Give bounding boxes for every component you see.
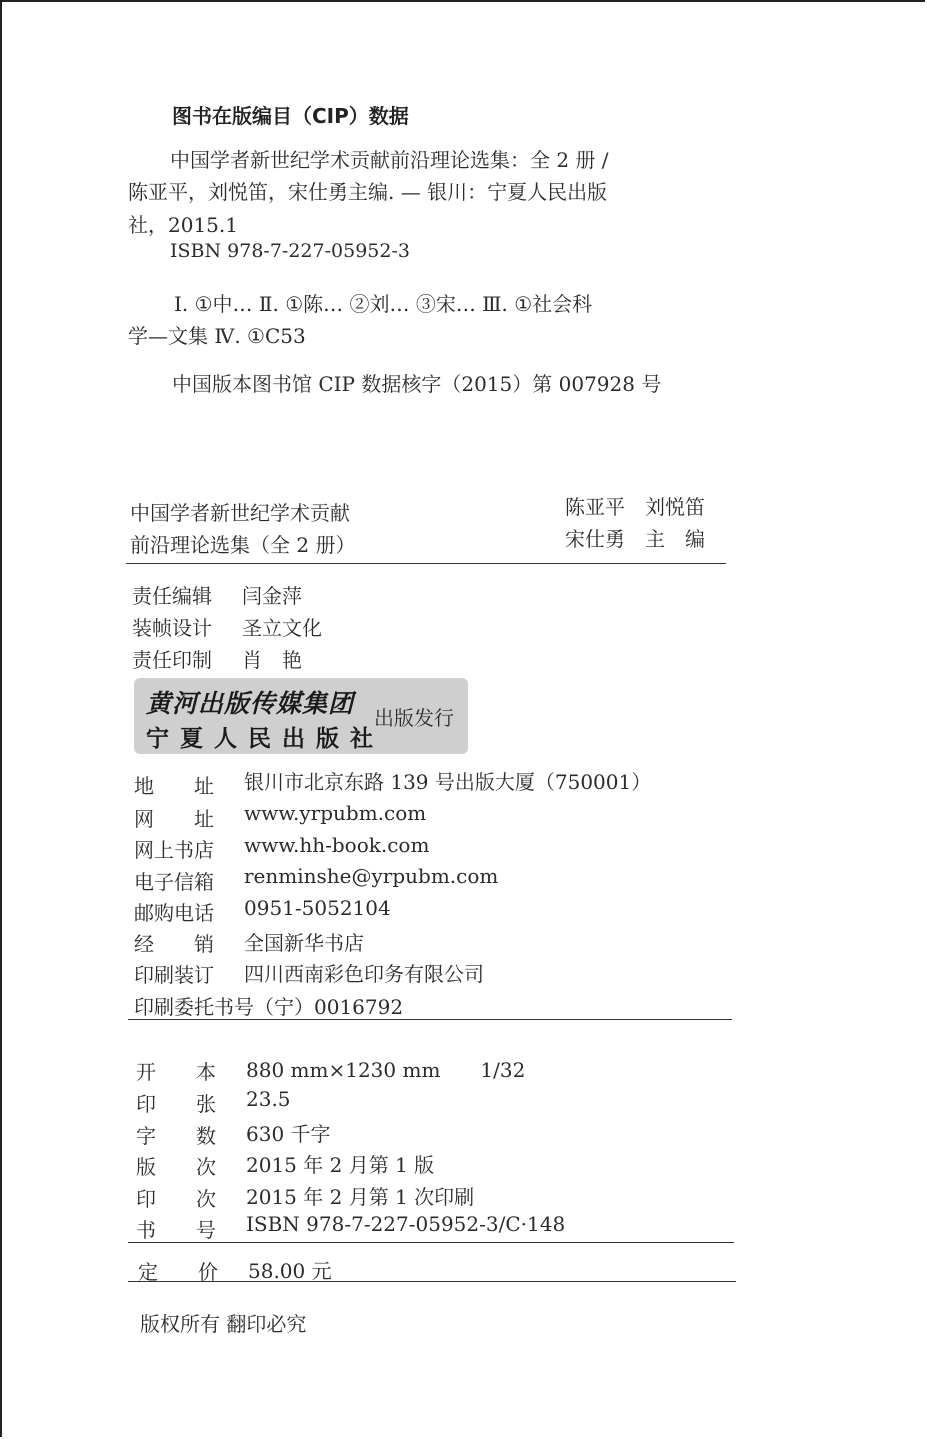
info-label: 地 址 [134,774,214,798]
cip-line-1: 中国学者新世纪学术贡献前沿理论选集：全 2 册 / [170,148,609,172]
info-label: 印刷装订 [134,963,214,987]
divider-specs [128,1242,734,1243]
info-label: 电子信箱 [134,870,214,894]
cip-verification: 中国版本图书馆 CIP 数据核字（2015）第 007928 号 [172,372,662,396]
staff-value: 肖 艳 [242,648,302,672]
price-label: 定 价 [138,1260,218,1284]
info-value: 银川市北京东路 139 号出版大厦（750001） [244,770,652,794]
spec-label: 字 数 [136,1124,216,1148]
staff-value: 闫金萍 [242,584,302,608]
info-value: 0951-5052104 [244,896,391,920]
cip-isbn: ISBN 978-7-227-05952-3 [170,240,410,262]
staff-label: 装帧设计 [132,616,212,640]
info-label: 网 址 [134,807,214,831]
staff-value: 圣立文化 [242,616,322,640]
editors-line-1: 陈亚平 刘悦笛 [565,495,705,519]
spec-value: 23.5 [246,1087,291,1111]
spec-label: 印 张 [136,1092,216,1116]
copyright-notice: 版权所有 翻印必究 [140,1312,307,1336]
publisher-name: 宁夏人民出版社 [146,726,384,752]
website-link[interactable]: www.yrpubm.com [244,801,427,825]
spec-value: 630 千字 [246,1122,331,1146]
spec-value: ISBN 978-7-227-05952-3/C·148 [246,1212,566,1236]
info-value: 四川西南彩色印务有限公司 [244,962,484,986]
spec-value: 2015 年 2 月第 1 版 [246,1153,435,1177]
divider-price [128,1281,736,1282]
staff-label: 责任印制 [132,648,212,672]
spec-label: 开 本 [136,1060,216,1084]
cip-line-3: 社，2015.1 [128,213,238,237]
divider-info [128,1019,732,1020]
publisher-logo [134,678,468,754]
divider-title [126,563,726,564]
book-title-line-1: 中国学者新世纪学术贡献 [130,501,350,525]
spec-value: 880 mm×1230 mm 1/32 [246,1058,526,1082]
spec-label: 印 次 [136,1187,216,1211]
info-label: 经 销 [134,932,214,956]
price-value: 58.00 元 [248,1259,332,1283]
editors-line-2: 宋仕勇 主 编 [565,527,705,551]
cip-classification-2: 学—文集 Ⅳ. ①C53 [128,324,306,348]
info-label: 邮购电话 [134,901,214,925]
spec-label: 版 次 [136,1155,216,1179]
staff-label: 责任编辑 [132,584,212,608]
info-label: 网上书店 [134,838,214,862]
info-value: 全国新华书店 [244,931,364,955]
cip-line-2: 陈亚平，刘悦笛，宋仕勇主编. — 银川：宁夏人民出版 [128,180,608,204]
online-store-link[interactable]: www.hh-book.com [244,833,430,857]
email-link[interactable]: renminshe@yrpubm.com [244,864,499,888]
cip-heading: 图书在版编目（CIP）数据 [172,104,409,128]
publisher-group-name: 黄河出版传媒集团 [146,689,355,718]
spec-label: 书 号 [136,1218,216,1242]
cip-classification-1: Ⅰ. ①中… Ⅱ. ①陈… ②刘… ③宋… Ⅲ. ①社会科 [174,292,593,316]
book-title-line-2: 前沿理论选集（全 2 册） [130,533,356,557]
publisher-role: 出版发行 [374,706,454,730]
print-order-number: 印刷委托书号（宁）0016792 [134,995,404,1019]
spec-value: 2015 年 2 月第 1 次印刷 [246,1185,475,1209]
